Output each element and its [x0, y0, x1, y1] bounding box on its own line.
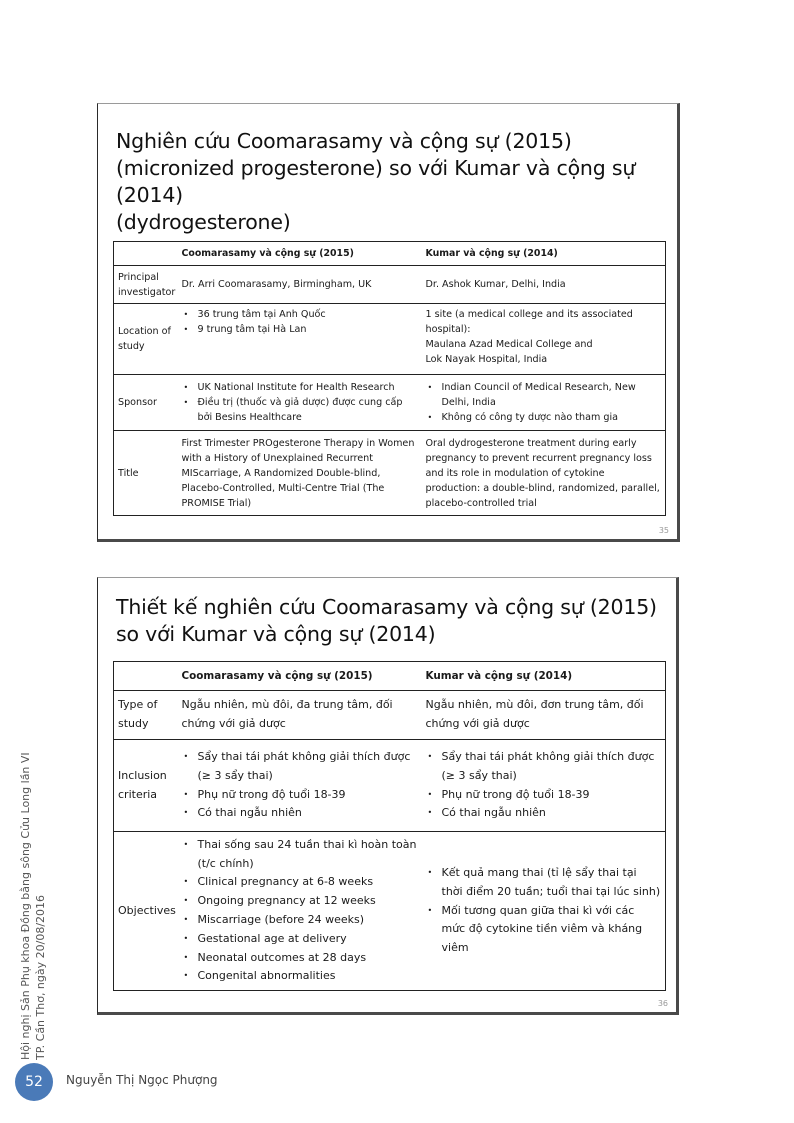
conference-name: Hội nghị Sản Phụ khoa Đồng bằng sông Cửu Long lần VI — [19, 752, 32, 1060]
cell: Dr. Arri Coomarasamy, Birmingham, UK — [178, 266, 422, 304]
list-item: • Indian Council of Medical Research, New Delhi, India — [426, 380, 662, 410]
design-table — [113, 661, 666, 991]
cell: Ngẫu nhiên, mù đôi, đa trung tâm, đối chứng với giả dược — [178, 691, 422, 740]
list-item: • Ongoing pregnancy at 12 weeks — [182, 892, 418, 911]
row-label: Sponsor — [114, 375, 178, 431]
header-cell: Coomarasamy và cộng sự (2015) — [178, 242, 422, 266]
list-item: • Mối tương quan giữa thai kì với các mức độ cytokine tiền viêm và kháng viêm — [426, 902, 662, 958]
list-item: • Kết quả mang thai (tỉ lệ sẩy thai tại thời điểm 20 tuần; tuổi thai tại lúc sinh) — [426, 864, 662, 902]
cell-line: Lok Nayak Hospital, India — [425, 354, 548, 365]
row-label: Location of study — [114, 304, 178, 375]
title-line: Nghiên cứu Coomarasamy và cộng sự (2015) — [116, 129, 572, 153]
cell — [178, 740, 422, 832]
list-item: • Miscarriage (before 24 weeks) — [182, 911, 418, 930]
cell-line: 1 site (a medical college and its associated hospital): — [425, 309, 633, 335]
cell — [422, 740, 666, 832]
list-item: • Điều trị (thuốc và giả dược) được cung cấp bởi Besins Healthcare — [182, 395, 418, 425]
cell-line: Maulana Azad Medical College and — [425, 339, 593, 350]
list-item: • Có thai ngẫu nhiên — [426, 804, 662, 823]
conference-sidebar-text — [18, 752, 48, 1060]
row-label: Principal investigator — [114, 266, 178, 304]
list-item: • 36 trung tâm tại Anh Quốc — [182, 307, 418, 322]
table-row — [114, 304, 666, 375]
slide-title — [116, 594, 657, 648]
row-label: Objectives — [118, 903, 176, 917]
slide-number: 35 — [658, 526, 669, 535]
header-cell — [114, 662, 178, 691]
table-row — [114, 832, 666, 991]
row-label: Type of study — [114, 691, 178, 740]
list-item: • Phụ nữ trong độ tuổi 18-39 — [182, 786, 418, 805]
cell: Dr. Ashok Kumar, Delhi, India — [422, 266, 666, 304]
list-item: • Sẩy thai tái phát không giải thích được (≥ 3 sẩy thai) — [182, 748, 418, 786]
list-item: • Congenital abnormalities — [182, 967, 418, 986]
cell — [178, 375, 422, 431]
table-row — [114, 691, 666, 740]
cell — [422, 375, 666, 431]
header-cell: Coomarasamy và cộng sự (2015) — [178, 662, 422, 691]
row-label: Title — [118, 467, 139, 479]
list-item: • Gestational age at delivery — [182, 930, 418, 949]
author-name: Nguyễn Thị Ngọc Phượng — [66, 1073, 218, 1087]
list-item: • 9 trung tâm tại Hà Lan — [182, 322, 418, 337]
table-header-row — [114, 662, 666, 691]
cell — [422, 832, 666, 991]
title-line: (dydrogesterone) — [116, 210, 291, 234]
table-row — [114, 266, 666, 304]
title-line: (micronized progesterone) so với Kumar và cộng sự (2014) — [116, 156, 636, 207]
list-item: • Sẩy thai tái phát không giải thích được (≥ 3 sẩy thai) — [426, 748, 662, 786]
title-line: Thiết kế nghiên cứu Coomarasamy và cộng sự (2015) — [116, 595, 657, 619]
cell: First Trimester PROgesterone Therapy in Women with a History of Unexplained Recurrent MIScarriage, A Randomized Double-blind, Placebo-Controlled, Multi-Centre Trial (The PROMISE Trial) — [181, 437, 415, 509]
header-cell — [114, 242, 178, 266]
cell: Oral dydrogesterone treatment during early pregnancy to prevent recurrent pregnancy loss and its role in modulation of cytokine production: a double-blind, randomized, parallel, placebo-controlled trial — [425, 437, 660, 509]
cell — [422, 304, 666, 375]
list-item: • Neonatal outcomes at 28 days — [182, 949, 418, 968]
page-number-badge: 52 — [15, 1063, 53, 1101]
cell — [178, 832, 422, 991]
table-header-row — [114, 242, 666, 266]
header-cell: Kumar và cộng sự (2014) — [422, 662, 666, 691]
list-item: • Clinical pregnancy at 6-8 weeks — [182, 873, 418, 892]
header-cell: Kumar và cộng sự (2014) — [422, 242, 666, 266]
title-line: so với Kumar và cộng sự (2014) — [116, 622, 436, 646]
row-label: Inclusion criteria — [114, 740, 178, 832]
list-item: • Có thai ngẫu nhiên — [182, 804, 418, 823]
slide-number: 36 — [657, 999, 668, 1008]
cell — [178, 304, 422, 375]
comparison-table — [113, 241, 666, 516]
table-row — [114, 431, 666, 516]
slide-title — [116, 128, 677, 236]
list-item: • Thai sống sau 24 tuần thai kì hoàn toàn (t/c chính) — [182, 836, 418, 874]
table-row — [114, 740, 666, 832]
list-item: • Không có công ty dược nào tham gia — [426, 410, 662, 425]
conference-date: TP. Cần Thơ, ngày 20/08/2016 — [34, 894, 47, 1060]
table-row — [114, 375, 666, 431]
list-item: • Phụ nữ trong độ tuổi 18-39 — [426, 786, 662, 805]
list-item: • UK National Institute for Health Research — [182, 380, 418, 395]
cell: Ngẫu nhiên, mù đôi, đơn trung tâm, đối chứng với giả dược — [422, 691, 666, 740]
